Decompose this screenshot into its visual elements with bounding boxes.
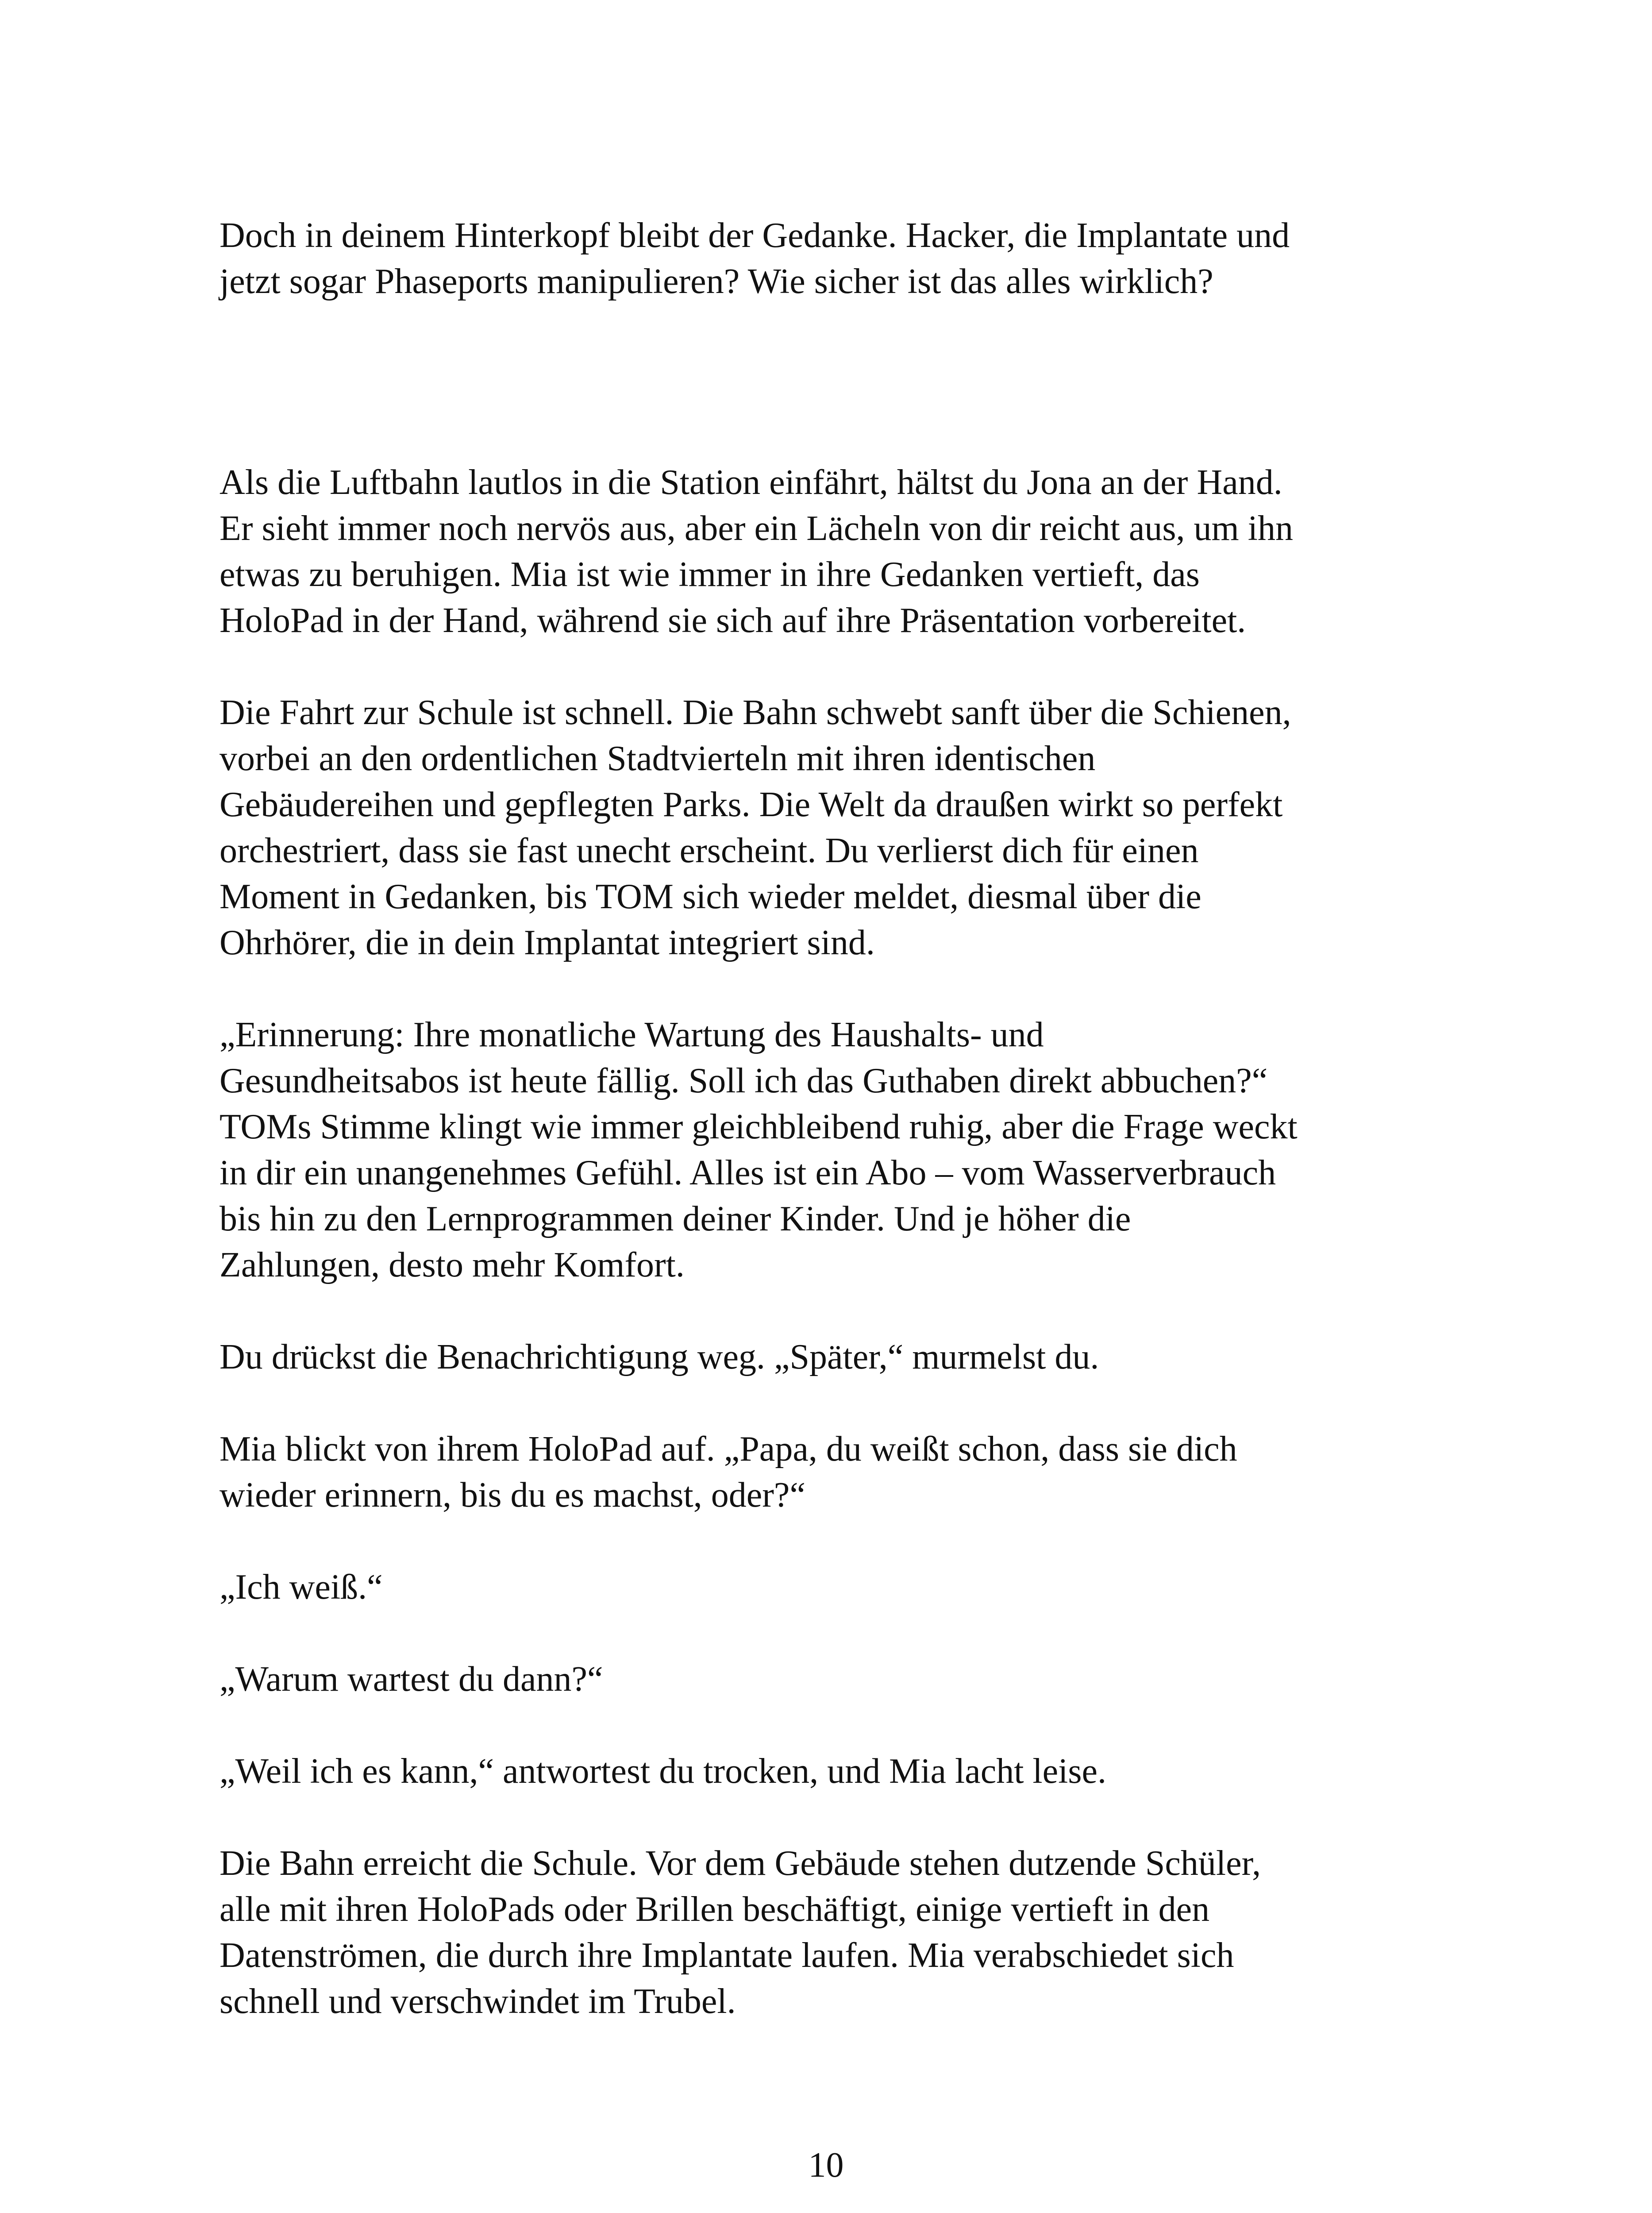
text-line: „Weil ich es kann,“ antwortest du trocken, und Mia lacht leise. — [219, 1752, 1107, 1791]
paragraph — [219, 1426, 1441, 1518]
text-line: Gesundheitsabos ist heute fällig. Soll ich das Guthaben direkt abbuchen?“ — [219, 1061, 1268, 1100]
text-line: Zahlungen, desto mehr Komfort. — [219, 1245, 685, 1284]
text-line: HoloPad in der Hand, während sie sich auf ihre Präsentation vorbereitet. — [219, 601, 1246, 640]
paragraph — [219, 212, 1441, 305]
paragraph-gap — [219, 1610, 1441, 1656]
paragraph-gap — [219, 1702, 1441, 1748]
paragraph — [219, 1840, 1441, 2024]
text-line: in dir ein unangenehmes Gefühl. Alles ist ein Abo – vom Wasserverbrauch — [219, 1153, 1276, 1192]
paragraph-gap — [219, 1380, 1441, 1426]
page-number: 10 — [808, 2146, 844, 2185]
text-line: „Erinnerung: Ihre monatliche Wartung des Haushalts- und — [219, 1015, 1044, 1054]
text-line: wieder erinnern, bis du es machst, oder?“ — [219, 1476, 805, 1515]
text-line: „Ich weiß.“ — [219, 1568, 383, 1607]
paragraph-gap — [219, 1794, 1441, 1840]
text-line: etwas zu beruhigen. Mia ist wie immer in ihre Gedanken vertieft, das — [219, 555, 1200, 594]
paragraph-gap — [219, 966, 1441, 1012]
paragraph — [219, 690, 1441, 966]
text-line: Ohrhörer, die in dein Implantat integriert sind. — [219, 923, 875, 962]
paragraph — [219, 1012, 1441, 1288]
paragraph — [219, 459, 1441, 644]
paragraph — [219, 1656, 1441, 1702]
text-line: alle mit ihren HoloPads oder Brillen beschäftigt, einige vertieft in den — [219, 1890, 1210, 1929]
text-line: „Warum wartest du dann?“ — [219, 1660, 603, 1699]
text-line: TOMs Stimme klingt wie immer gleichbleibend ruhig, aber die Frage weckt — [219, 1107, 1298, 1146]
paragraph — [219, 1334, 1441, 1380]
paragraph — [219, 1564, 1441, 1610]
text-line: Datenströmen, die durch ihre Implantate laufen. Mia verabschiedet sich — [219, 1936, 1234, 1975]
text-line: Moment in Gedanken, bis TOM sich wieder meldet, diesmal über die — [219, 877, 1201, 916]
text-line: Die Fahrt zur Schule ist schnell. Die Bahn schwebt sanft über die Schienen, — [219, 693, 1291, 732]
text-line: vorbei an den ordentlichen Stadtvierteln mit ihren identischen — [219, 739, 1096, 778]
paragraph-gap — [219, 1288, 1441, 1334]
text-line: Als die Luftbahn lautlos in die Station einfährt, hältst du Jona an der Hand. — [219, 463, 1282, 502]
text-line: Du drückst die Benachrichtigung weg. „Später,“ murmelst du. — [219, 1338, 1099, 1376]
section-break — [219, 305, 1441, 459]
body-text — [219, 212, 1441, 2024]
text-line: jetzt sogar Phaseports manipulieren? Wie sicher ist das alles wirklich? — [219, 262, 1213, 301]
paragraph-gap — [219, 1518, 1441, 1564]
text-line: bis hin zu den Lernprogrammen deiner Kinder. Und je höher die — [219, 1199, 1131, 1238]
paragraph-gap — [219, 644, 1441, 690]
text-line: Mia blickt von ihrem HoloPad auf. „Papa, du weißt schon, dass sie dich — [219, 1430, 1237, 1469]
text-line: orchestriert, dass sie fast unecht erscheint. Du verlierst dich für einen — [219, 831, 1199, 870]
text-line: Gebäudereihen und gepflegten Parks. Die Welt da draußen wirkt so perfekt — [219, 785, 1283, 824]
text-line: schnell und verschwindet im Trubel. — [219, 1982, 736, 2021]
text-line: Doch in deinem Hinterkopf bleibt der Gedanke. Hacker, die Implantate und — [219, 216, 1290, 255]
paragraph — [219, 1748, 1441, 1794]
text-line: Er sieht immer noch nervös aus, aber ein Lächeln von dir reicht aus, um ihn — [219, 509, 1293, 548]
text-line: Die Bahn erreicht die Schule. Vor dem Gebäude stehen dutzende Schüler, — [219, 1844, 1261, 1883]
